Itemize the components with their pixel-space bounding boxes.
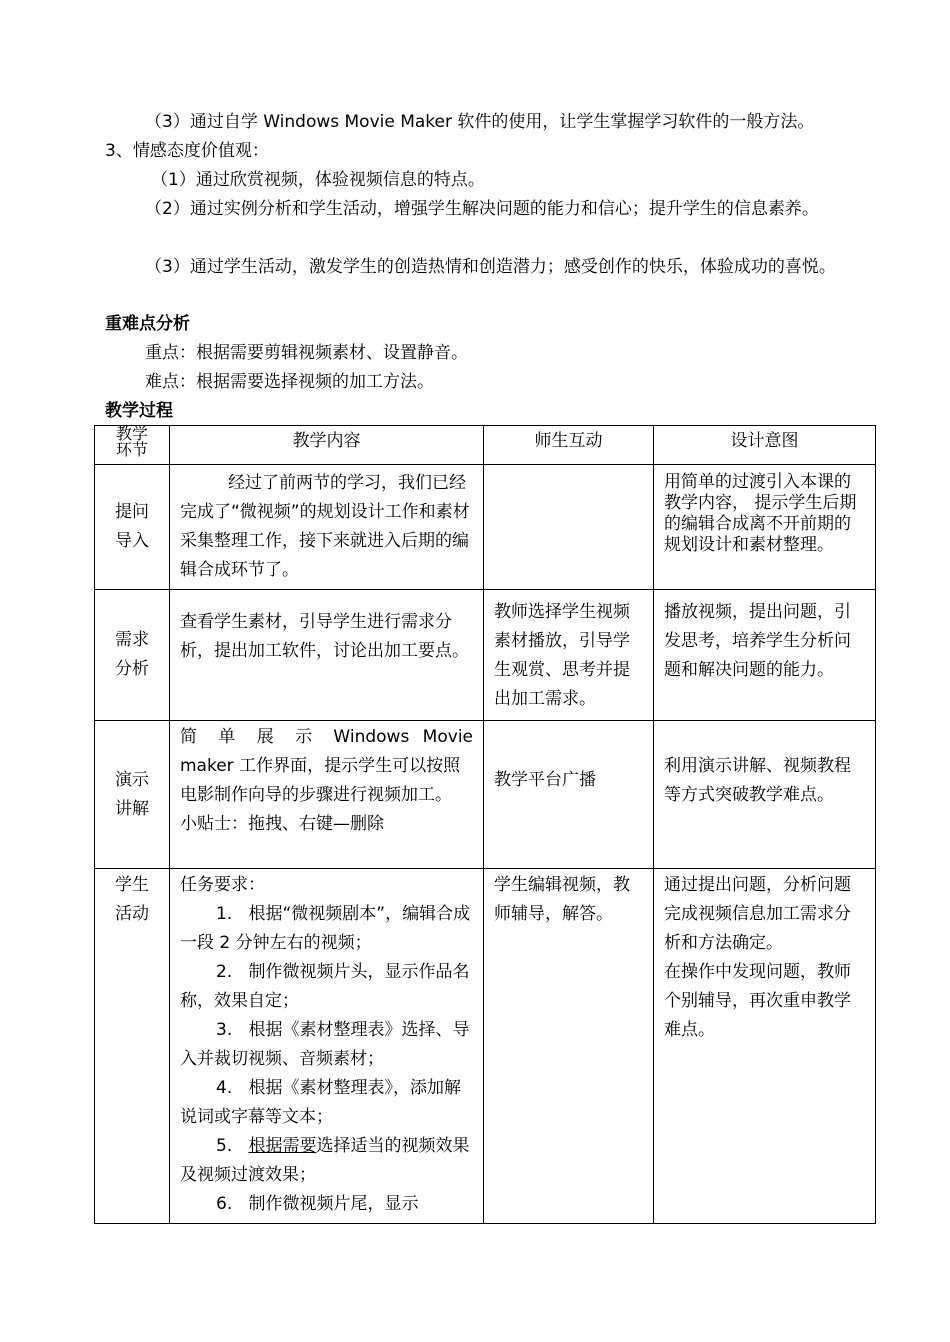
task-number: 4. [216, 1078, 233, 1098]
header-stage-line1: 教学 [115, 424, 148, 443]
list-item [180, 1074, 473, 1132]
process-heading: 教学过程 [105, 401, 173, 421]
table-row [95, 721, 876, 869]
task-text: 制作微视频片尾，显示 [248, 1194, 419, 1214]
interaction-cell: 教师选择学生视频素材播放，引导学生观赏、思考并提出加工需求。 [484, 590, 654, 721]
header-stage [95, 426, 170, 465]
stage-line2: 活动 [115, 904, 149, 924]
list-item [180, 1190, 473, 1219]
intent-part-1: 通过提出问题，分析问题完成视频信息加工需求分析和方法确定。 [664, 875, 851, 953]
header-stage-line2: 环节 [115, 440, 148, 459]
table-header-row [95, 426, 876, 465]
list-item [180, 900, 473, 958]
stage-line2: 讲解 [115, 798, 149, 819]
key-point-difficulty: 难点：根据需要选择视频的加工方法。 [145, 372, 434, 392]
task-number: 6. [216, 1194, 233, 1214]
key-points-heading: 重难点分析 [105, 314, 190, 334]
stage-line1: 学生 [115, 875, 149, 895]
affective-item-1: （1）通过欣赏视频，体验视频信息的特点。 [151, 170, 485, 190]
header-intent: 设计意图 [654, 426, 876, 465]
table-row [95, 869, 876, 1224]
interaction-cell [484, 465, 654, 590]
stage-cell [95, 465, 170, 590]
stage-cell [95, 590, 170, 721]
teaching-process-table [94, 425, 876, 1224]
list-item [180, 1016, 473, 1074]
intent-cell: 用简单的过渡引入本课的教学内容， 提示学生后期的编辑合成离不开前期的规划设计和素材整理。 [654, 465, 876, 590]
content-body: maker 工作界面，提示学生可以按照电影制作向导的步骤进行视频加工。 [180, 756, 461, 805]
stage-line2: 分析 [115, 659, 149, 679]
content-tip: 小贴士：拖拽、右键—删除 [180, 814, 384, 834]
task-text: 制作微视频片头，显示作品名称，效果自定； [180, 962, 470, 1011]
table-row [95, 590, 876, 721]
intent-cell: 利用演示讲解、视频教程等方式突破教学难点。 [654, 721, 876, 869]
content-cell: 经过了前两节的学习，我们已经完成了“微视频”的规划设计工作和素材采集整理工作，接下来就进入后期的编辑合成环节了。 [170, 465, 484, 590]
header-interaction: 师生互动 [484, 426, 654, 465]
list-item [180, 958, 473, 1016]
content-cell [170, 721, 484, 869]
task-number: 1. [216, 904, 233, 924]
list-item [180, 1132, 473, 1190]
task-text: 根据《素材整理表》，添加解说词或字幕等文本； [180, 1078, 461, 1127]
table-row [95, 465, 876, 590]
interaction-cell: 教学平台广播 [484, 721, 654, 869]
task-number: 5. [216, 1136, 233, 1156]
affective-item-3: （3）通过学生活动，激发学生的创造热情和创造潜力；感受创作的快乐，体验成功的喜悦。 [145, 257, 836, 277]
header-content: 教学内容 [170, 426, 484, 465]
intent-cell [654, 869, 876, 1224]
task-number: 2. [216, 962, 233, 982]
affective-item-2: （2）通过实例分析和学生活动，增强学生解决问题的能力和信心；提升学生的信息素养。 [145, 199, 819, 219]
task-text: 根据《素材整理表》选择、导入并裁切视频、音频素材； [180, 1020, 470, 1069]
key-point-focus: 重点：根据需要剪辑视频素材、设置静音。 [145, 343, 468, 363]
section-affective-values: 3、情感态度价值观： [105, 141, 269, 161]
task-number: 3. [216, 1020, 233, 1040]
content-cell: 查看学生素材，引导学生进行需求分析，提出加工软件，讨论出加工要点。 [170, 590, 484, 721]
content-cell [170, 869, 484, 1224]
task-text: 选择适当的视频效果及视频过渡效果； [180, 1136, 470, 1185]
intent-cell: 播放视频，提出问题，引发思考，培养学生分析问题和解决问题的能力。 [654, 590, 876, 721]
stage-cell [95, 869, 170, 1224]
stage-line1: 演示 [115, 769, 149, 790]
stage-line2: 导入 [115, 531, 149, 551]
intent-part-2: 在操作中发现问题，教师个别辅导，再次重申教学难点。 [664, 962, 851, 1040]
stage-cell [95, 721, 170, 869]
interaction-cell: 学生编辑视频，教师辅导，解答。 [484, 869, 654, 1224]
task-title: 任务要求： [180, 875, 265, 895]
objective-paragraph-3: （3）通过自学 Windows Movie Maker 软件的使用，让学生掌握学习软件的一般方法。 [145, 112, 815, 132]
stage-line1: 提问 [115, 502, 149, 522]
task-text: 根据“微视频剧本”，编辑合成一段 2 分钟左右的视频； [180, 904, 471, 953]
stage-line1: 需求 [115, 630, 149, 650]
task-text-underlined: 根据需要 [248, 1136, 317, 1156]
content-line-first: 简 单 展 示 Windows Movie [180, 727, 473, 747]
